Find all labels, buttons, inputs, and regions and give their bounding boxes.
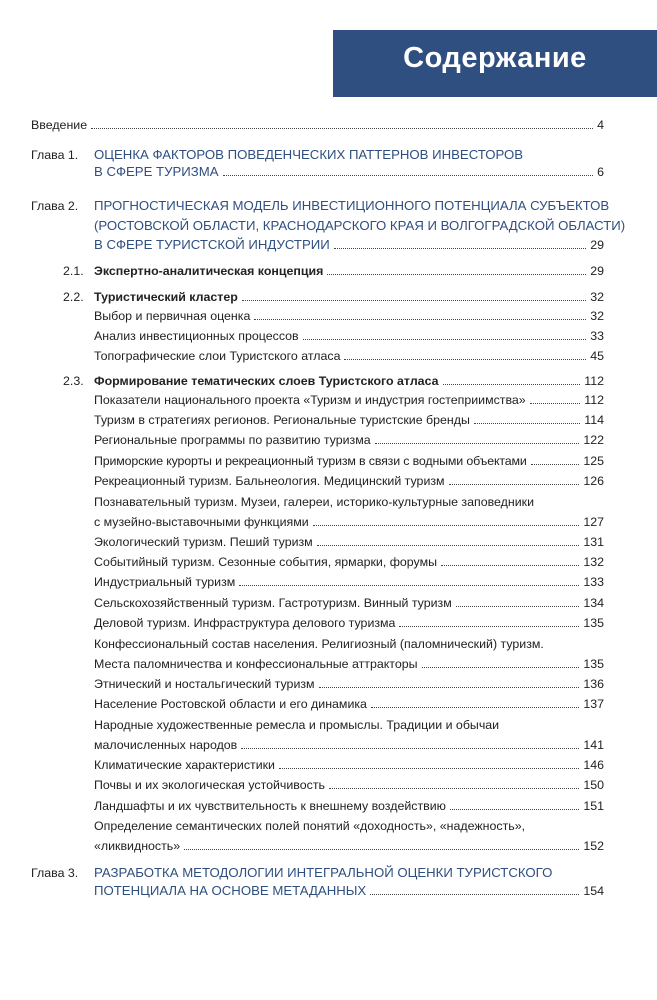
chapter-number: Глава 2. [31, 199, 79, 213]
toc-entry-page: 135 [583, 616, 604, 630]
toc-entry-subsection[interactable] [94, 738, 604, 752]
toc-entry-section-2-2[interactable] [94, 290, 604, 304]
subsection-title-line: Конфессиональный состав населения. Религиозный (паломнический) туризм. [94, 637, 544, 651]
section-number: 2.1. [63, 264, 84, 278]
toc-entry-subsection[interactable] [94, 309, 604, 323]
toc-entry-page: 131 [583, 535, 604, 549]
subsection-title: Анализ инвестиционных процессов [94, 329, 299, 343]
toc-entry-subsection[interactable] [94, 474, 604, 488]
toc-entry-subsection[interactable] [94, 515, 604, 529]
leader-dots [329, 788, 579, 789]
toc-entry-page: 125 [583, 454, 604, 468]
leader-dots [254, 319, 586, 320]
chapter-title-line: РАЗРАБОТКА МЕТОДОЛОГИИ ИНТЕГРАЛЬНОЙ ОЦЕНКИ ТУРИСТСКОГО [94, 865, 553, 880]
leader-dots [91, 128, 593, 129]
leader-dots [530, 403, 581, 404]
leader-dots [184, 849, 579, 850]
toc-entry-chapter-3[interactable] [94, 884, 604, 898]
subsection-title: с музейно-выставочными функциями [94, 515, 309, 529]
toc-entry-page: 32 [590, 290, 604, 304]
subsection-title: Региональные программы по развитию туризма [94, 433, 371, 447]
toc-entry-subsection[interactable] [94, 454, 604, 468]
leader-dots [313, 525, 580, 526]
toc-entry-page: 134 [583, 596, 604, 610]
leader-dots [422, 667, 580, 668]
leader-dots [441, 565, 579, 566]
toc-entry-page: 127 [583, 515, 604, 529]
toc-entry-page: 29 [590, 264, 604, 278]
chapter-title-line: (РОСТОВСКОЙ ОБЛАСТИ, КРАСНОДАРСКОГО КРАЯ И ВОЛГОГРАДСКОЙ ОБЛАСТИ) [94, 218, 626, 233]
chapter-title-line: В СФЕРЕ ТУРИЗМА [94, 164, 219, 179]
subsection-title: Ландшафты и их чувствительность к внешнему воздействию [94, 799, 446, 813]
toc-entry-subsection[interactable] [94, 575, 604, 589]
toc-entry-section-2-1[interactable] [94, 264, 604, 278]
leader-dots [370, 894, 579, 895]
toc-entry-page: 33 [590, 329, 604, 343]
toc-entry-subsection[interactable] [94, 413, 604, 427]
chapter-title-line: ОЦЕНКА ФАКТОРОВ ПОВЕДЕНЧЕСКИХ ПАТТЕРНОВ ИНВЕСТОРОВ [94, 147, 524, 162]
toc-entry-subsection[interactable] [94, 393, 604, 407]
toc-entry-chapter-2[interactable] [94, 238, 604, 252]
toc-entry-subsection[interactable] [94, 677, 604, 691]
toc-entry-page: 114 [584, 413, 604, 427]
leader-dots [327, 274, 586, 275]
subsection-title: Индустриальный туризм [94, 575, 236, 589]
section-title: Туристический кластер [94, 290, 238, 304]
toc-entry-subsection[interactable] [94, 433, 604, 447]
leader-dots [279, 768, 579, 769]
toc-entry-page: 150 [583, 778, 604, 792]
subsection-title: Топографические слои Туристского атласа [94, 349, 341, 363]
toc-entry-subsection[interactable] [94, 349, 604, 363]
toc-entry-subsection[interactable] [94, 555, 604, 569]
toc-entry-subsection[interactable] [94, 839, 604, 853]
toc-entry-page: 141 [583, 738, 604, 752]
leader-dots [344, 359, 586, 360]
chapter-title-line: ПОТЕНЦИАЛА НА ОСНОВЕ МЕТАДАННЫХ [94, 883, 367, 898]
section-title: Экспертно-аналитическая концепция [94, 264, 324, 278]
subsection-title: Этнический и ностальгический туризм [94, 677, 315, 691]
toc-entry-subsection[interactable] [94, 758, 604, 772]
chapter-number: Глава 1. [31, 148, 79, 162]
leader-dots [443, 384, 581, 385]
toc-entry-subsection[interactable] [94, 799, 604, 813]
toc-entry-page: 133 [583, 575, 604, 589]
subsection-title: Климатические характеристики [94, 758, 275, 772]
toc-entry-page: 29 [590, 238, 604, 252]
leader-dots [449, 484, 580, 485]
toc-entry-subsection[interactable] [94, 535, 604, 549]
subsection-title: Событийный туризм. Сезонные события, ярмарки, форумы [94, 555, 438, 569]
toc-entry-page: 151 [583, 799, 604, 813]
toc-entry-label: Введение [31, 118, 88, 132]
leader-dots [241, 748, 579, 749]
leader-dots [450, 809, 579, 810]
leader-dots [474, 423, 580, 424]
toc-entry-page: 32 [590, 309, 604, 323]
leader-dots [371, 707, 579, 708]
subsection-title: Туризм в стратегиях регионов. Региональные туристские бренды [94, 413, 470, 427]
leader-dots [317, 545, 580, 546]
chapter-title-line: В СФЕРЕ ТУРИСТСКОЙ ИНДУСТРИИ [94, 237, 330, 252]
subsection-title-line: Народные художественные ремесла и промыслы. Традиции и обычаи [94, 718, 500, 732]
toc-entry-page: 152 [583, 839, 604, 853]
subsection-title-line: Определение семантических полей понятий «доходность», «надежность», [94, 819, 526, 833]
toc-entry-subsection[interactable] [94, 657, 604, 671]
toc-entry-page: 112 [584, 374, 604, 388]
toc-entry-page: 45 [590, 349, 604, 363]
toc-entry-page: 137 [583, 697, 604, 711]
page-title: Содержание [403, 42, 587, 74]
subsection-title: Деловой туризм. Инфраструктура делового туризма [94, 616, 396, 630]
subsection-title: Выбор и первичная оценка [94, 309, 251, 323]
toc-entry-intro[interactable] [31, 118, 604, 132]
leader-dots [334, 248, 586, 249]
leader-dots [531, 464, 580, 465]
toc-entry-page: 4 [597, 118, 604, 132]
toc-entry-page: 112 [584, 393, 604, 407]
toc-entry-page: 132 [583, 555, 604, 569]
toc-entry-page: 136 [583, 677, 604, 691]
toc-entry-subsection[interactable] [94, 329, 604, 343]
header-band [333, 30, 657, 97]
toc-entry-section-2-3[interactable] [94, 374, 604, 388]
subsection-title: «ликвидность» [94, 839, 181, 853]
subsection-title: Рекреационный туризм. Бальнеология. Медицинский туризм [94, 474, 445, 488]
subsection-title: Приморские курорты и рекреационный туризм в связи с водными объектами [94, 454, 527, 468]
subsection-title: Показатели национального проекта «Туризм и индустрия гостеприимства» [94, 393, 526, 407]
chapter-title-line: ПРОГНОСТИЧЕСКАЯ МОДЕЛЬ ИНВЕСТИЦИОННОГО ПОТЕНЦИАЛА СУБЪЕКТОВ [94, 198, 610, 213]
leader-dots [242, 300, 586, 301]
leader-dots [239, 585, 579, 586]
toc-entry-subsection[interactable] [94, 697, 604, 711]
section-title: Формирование тематических слоев Туристского атласа [94, 374, 439, 388]
section-number: 2.2. [63, 290, 84, 304]
toc-entry-page: 135 [583, 657, 604, 671]
chapter-number: Глава 3. [31, 866, 79, 880]
subsection-title: Места паломничества и конфессиональные аттракторы [94, 657, 418, 671]
subsection-title: малочисленных народов [94, 738, 238, 752]
section-number: 2.3. [63, 374, 84, 388]
toc-entry-page: 154 [583, 884, 604, 898]
toc-entry-chapter-1[interactable] [94, 165, 604, 179]
subsection-title: Почвы и их экологическая устойчивость [94, 778, 325, 792]
subsection-title-line: Познавательный туризм. Музеи, галереи, историко-культурные заповедники [94, 495, 535, 509]
leader-dots [456, 606, 580, 607]
toc-entry-page: 122 [583, 433, 604, 447]
toc-entry-subsection[interactable] [94, 778, 604, 792]
toc-entry-subsection[interactable] [94, 596, 604, 610]
subsection-title: Население Ростовской области и его динамика [94, 697, 367, 711]
leader-dots [223, 175, 594, 176]
leader-dots [399, 626, 579, 627]
subsection-title: Сельскохозяйственный туризм. Гастротуризм. Винный туризм [94, 596, 452, 610]
toc-entry-page: 146 [583, 758, 604, 772]
subsection-title: Экологический туризм. Пеший туризм [94, 535, 313, 549]
toc-entry-page: 6 [597, 165, 604, 179]
toc-entry-page: 126 [583, 474, 604, 488]
leader-dots [303, 339, 587, 340]
leader-dots [319, 687, 580, 688]
leader-dots [375, 443, 580, 444]
toc-entry-subsection[interactable] [94, 616, 604, 630]
